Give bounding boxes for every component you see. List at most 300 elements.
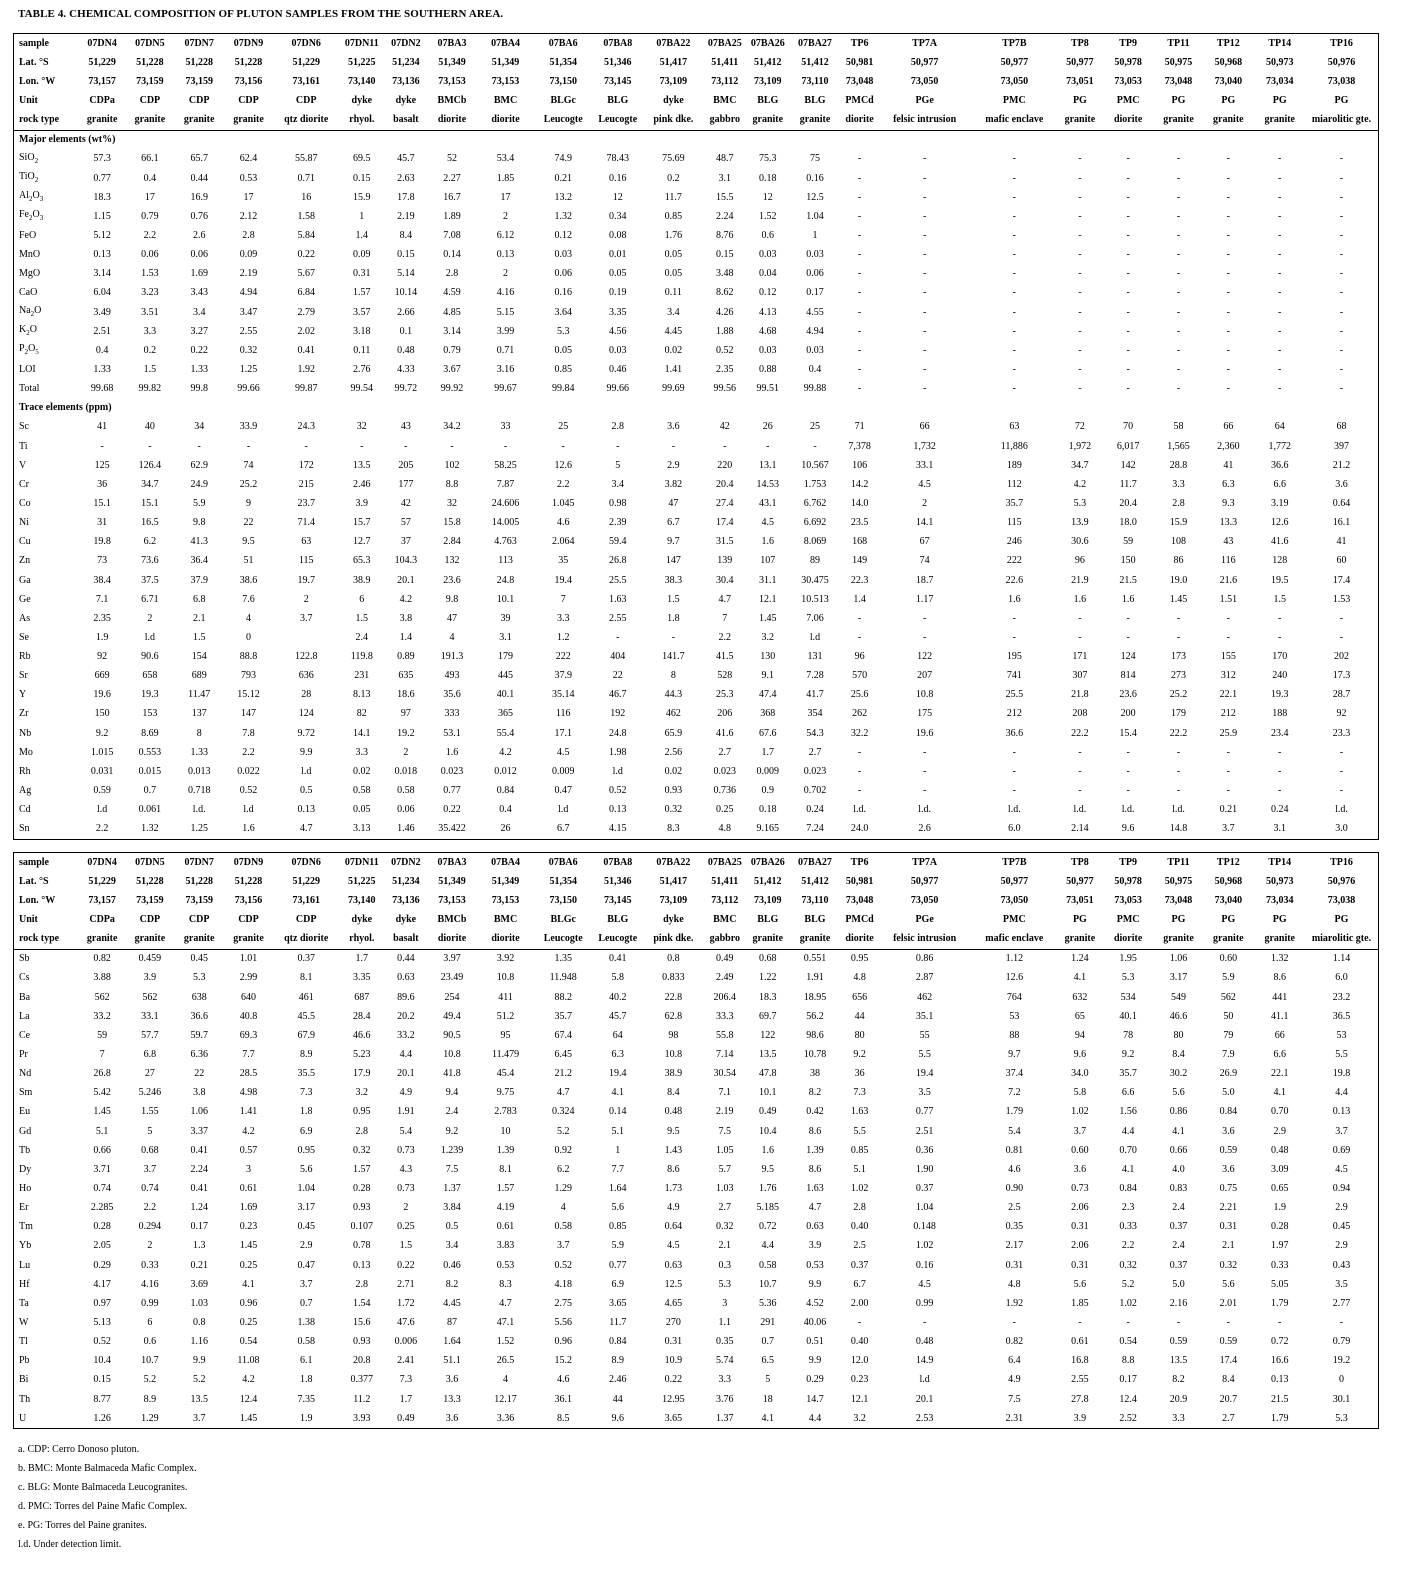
cell: 5.6	[1172, 1087, 1185, 1099]
cell: 47	[447, 612, 457, 624]
trace-row-tm	[14, 1218, 1379, 1237]
cell: 189	[1006, 459, 1022, 471]
cell: 0.73	[397, 1144, 415, 1156]
cell: 222	[1006, 555, 1022, 567]
cell: l.d.	[918, 804, 931, 816]
cell: 1.57	[353, 287, 371, 299]
cell: 13.5	[1169, 1355, 1188, 1367]
cell: TP12	[1216, 37, 1240, 49]
cell: 28	[301, 689, 312, 701]
cell: 21.5	[1119, 574, 1137, 586]
cell: 365	[498, 708, 514, 720]
cell: -	[1278, 383, 1282, 395]
cell: 7.06	[806, 612, 824, 624]
cell: TP11	[1167, 856, 1190, 868]
cell: 73,159	[136, 75, 164, 87]
cell: 1.6	[761, 1144, 775, 1156]
cell: 205	[398, 459, 414, 471]
cell: 9.165	[756, 823, 780, 835]
cell: 19.3	[1270, 689, 1289, 701]
cell: 48.7	[716, 153, 734, 165]
major-row-mno	[14, 246, 1379, 265]
cell: 1.9	[1273, 1202, 1286, 1214]
cell: 10.8	[664, 1048, 683, 1060]
cell: -	[1126, 268, 1130, 280]
cell: 5.6	[1222, 1278, 1235, 1290]
cell: 65.3	[353, 555, 371, 567]
cell: -	[1126, 306, 1130, 318]
cell: 1.37	[443, 1182, 461, 1194]
cell: 0.82	[93, 953, 111, 965]
cell: 07BA3	[437, 856, 467, 868]
cell: 8.2	[1172, 1374, 1185, 1386]
cell: 19.6	[915, 727, 934, 739]
cell: 0.4	[95, 344, 109, 356]
cell: 168	[852, 536, 868, 548]
cell: -	[360, 440, 364, 452]
cell: 51,349	[438, 56, 466, 68]
cell: 73,109	[754, 75, 782, 87]
cell: 4.9	[1008, 1374, 1021, 1386]
cell: 1.26	[93, 1412, 111, 1424]
cell: 0.66	[1169, 1144, 1188, 1156]
cell: -	[1126, 383, 1130, 395]
header-row-lon-w	[14, 891, 1379, 910]
cell: 10.4	[759, 1125, 777, 1137]
cell: 0.8	[667, 953, 680, 965]
cell: 2.77	[1332, 1297, 1351, 1309]
cell: -	[1078, 746, 1082, 758]
cell: -	[922, 325, 927, 337]
cell: 312	[1220, 670, 1236, 682]
row-label: rock type	[14, 111, 80, 131]
cell: 0.65	[1270, 1182, 1289, 1194]
cell: 5.5	[918, 1048, 931, 1060]
cell: 150	[1120, 555, 1136, 567]
cell: 9.1	[761, 670, 775, 682]
cell: 0.68	[759, 953, 777, 965]
cell: -	[1339, 344, 1344, 356]
cell: 33.2	[397, 1029, 415, 1041]
cell: -	[1339, 363, 1344, 375]
cell: -	[1176, 383, 1181, 395]
cell: Leucogte	[593, 930, 643, 950]
cell: 17.1	[554, 727, 572, 739]
cell: 3.1	[1273, 823, 1286, 835]
cell: 0.03	[806, 344, 824, 356]
cell: 13.1	[759, 459, 777, 471]
cell: 36	[97, 478, 108, 490]
cell: 0.13	[353, 1259, 371, 1271]
cell: CDP	[238, 94, 259, 106]
cell: 5.1	[95, 1125, 109, 1137]
cell: 0.58	[759, 1259, 777, 1271]
cell: 1.8	[667, 612, 680, 624]
cell: 4.763	[494, 536, 517, 548]
cell: 4.2	[242, 1374, 255, 1386]
cell: granite	[223, 930, 273, 950]
trace-row-sn	[14, 820, 1379, 840]
cell: 0.11	[664, 287, 682, 299]
cell: 22.6	[1005, 574, 1024, 586]
table-title: TABLE 4. CHEMICAL COMPOSITION OF PLUTON SAMPLES FROM THE SOUTHERN AREA.	[18, 8, 504, 20]
cell: -	[1226, 268, 1230, 280]
cell: 62.8	[664, 1010, 683, 1022]
cell: 5.6	[299, 1163, 313, 1175]
cell: 2.35	[716, 363, 734, 375]
cell: 0.25	[716, 804, 734, 816]
cell: 0.15	[353, 172, 371, 184]
cell: 1.6	[242, 823, 255, 835]
cell: 73,153	[491, 75, 520, 87]
cell: -	[922, 153, 927, 165]
cell: -	[616, 631, 620, 643]
cell: 2.2	[95, 823, 109, 835]
cell: 51,228	[234, 875, 263, 887]
cell: 99.69	[662, 383, 685, 395]
cell: 73	[97, 555, 108, 567]
cell: 51,229	[292, 875, 320, 887]
cell: 11.7	[1119, 478, 1137, 490]
composition-table-2	[13, 852, 1379, 1429]
row-label: Rb	[19, 651, 31, 663]
cell: 1,972	[1068, 440, 1092, 452]
cell: 116	[1221, 555, 1236, 567]
cell: 1.32	[1270, 953, 1289, 965]
cell: 0.15	[397, 249, 415, 261]
cell: 40.8	[239, 1010, 258, 1022]
cell: 0.95	[297, 1144, 315, 1156]
cell: 3.76	[716, 1393, 734, 1405]
cell: 0.459	[138, 953, 162, 965]
cell: 26	[762, 421, 773, 433]
cell: -	[1176, 287, 1181, 299]
cell: 5.9	[1222, 972, 1235, 984]
cell: 07BA26	[750, 37, 785, 49]
cell: 0.53	[496, 1259, 515, 1271]
cell: 0.14	[609, 1106, 627, 1118]
cell: 0.2	[667, 172, 680, 184]
cell: 0.22	[443, 804, 461, 816]
cell: 99.66	[237, 383, 260, 395]
cell: 20.4	[716, 478, 734, 490]
cell: 0.71	[297, 172, 315, 184]
cell: -	[1278, 765, 1282, 777]
cell: 3.97	[443, 953, 461, 965]
cell: diorite	[427, 111, 477, 131]
header-row-unit	[14, 910, 1379, 929]
cell: 55.87	[294, 153, 318, 165]
cell: 32.2	[850, 727, 869, 739]
cell: 44	[854, 1010, 865, 1022]
cell: -	[857, 631, 862, 643]
cell: -	[1078, 306, 1082, 318]
cell: 73,038	[1327, 894, 1356, 906]
cell: 22.8	[664, 991, 683, 1003]
cell: 73,050	[1000, 75, 1029, 87]
cell: 0.06	[141, 249, 159, 261]
cell: 74.9	[554, 153, 572, 165]
cell: 37.5	[141, 574, 159, 586]
cell: 2.4	[1172, 1240, 1185, 1252]
row-label: Sm	[19, 1087, 33, 1099]
cell: 75.69	[662, 153, 685, 165]
cell: 7.2	[1008, 1087, 1021, 1099]
cell: 7.3	[853, 1087, 866, 1099]
cell: 3.99	[496, 325, 515, 337]
cell: 0.24	[806, 804, 824, 816]
cell: 2.14	[1071, 823, 1089, 835]
row-label: Ag	[19, 785, 32, 797]
cell: 10.1	[759, 1087, 777, 1099]
cell: 2.2	[718, 631, 732, 643]
cell: 0.34	[609, 210, 627, 222]
cell: -	[1278, 746, 1282, 758]
cell: 12.17	[494, 1393, 517, 1405]
cell: 75.3	[759, 153, 777, 165]
row-label: Mo	[19, 746, 33, 758]
cell: 49.4	[443, 1010, 461, 1022]
cell: 1	[359, 210, 365, 222]
cell: 36.6	[190, 1010, 208, 1022]
cell: -	[1226, 765, 1230, 777]
cell: 73,136	[392, 894, 420, 906]
cell: 368	[760, 708, 776, 720]
cell: diorite	[477, 111, 534, 131]
cell: 3.9	[355, 497, 369, 509]
cell: 5.7	[718, 1163, 732, 1175]
cell: 5.14	[397, 268, 415, 280]
cell: 18.7	[915, 574, 934, 586]
cell: 119.8	[350, 651, 373, 663]
cell: 104.3	[394, 555, 418, 567]
cell: 0.31	[664, 1336, 683, 1348]
cell: 1.54	[353, 1297, 371, 1309]
cell: 0.7	[299, 1297, 313, 1309]
cell: 0.99	[141, 1297, 159, 1309]
cell: 6.6	[1121, 1087, 1135, 1099]
cell: 0.61	[496, 1221, 515, 1233]
cell: 14.53	[756, 478, 780, 490]
cell: PG	[1072, 94, 1087, 106]
cell: 3.8	[192, 1087, 206, 1099]
cell: 4.1	[1121, 1163, 1135, 1175]
cell: 7.87	[496, 478, 515, 490]
cell: 73,109	[659, 75, 688, 87]
cell: 188	[1272, 708, 1288, 720]
cell: 2.51	[915, 1125, 934, 1137]
cell: 73,050	[1000, 894, 1029, 906]
footnotes	[18, 1440, 197, 1554]
cell: 0.5	[299, 785, 313, 797]
cell: 3.36	[496, 1412, 515, 1424]
trace-row-rh	[14, 762, 1379, 781]
row-label: Ga	[19, 574, 31, 586]
cell: 0.60	[1219, 953, 1238, 965]
cell: 96	[1074, 555, 1085, 567]
cell: 1.03	[716, 1182, 734, 1194]
cell: 2.53	[915, 1412, 934, 1424]
cell: 6.0	[1008, 823, 1021, 835]
cell: 5.15	[496, 306, 515, 318]
header-row-lat-s	[14, 872, 1379, 891]
cell: 9.8	[445, 593, 459, 605]
cell: 0.551	[803, 953, 827, 965]
cell: 1.79	[1270, 1297, 1289, 1309]
cell: -	[1126, 229, 1130, 241]
cell: 10.513	[801, 593, 829, 605]
cell: 0.86	[1169, 1106, 1188, 1118]
cell: 3.35	[609, 306, 627, 318]
cell: 0.61	[1071, 1336, 1089, 1348]
cell: 6.04	[93, 287, 111, 299]
cell: 0.5	[445, 1221, 459, 1233]
cell: 1.14	[1332, 953, 1351, 965]
cell: 73,112	[711, 894, 739, 906]
cell: l.d	[243, 804, 254, 816]
row-label: Nb	[19, 727, 32, 739]
cell: 10.8	[496, 972, 515, 984]
cell: 5.6	[1073, 1278, 1087, 1290]
cell: 51,234	[392, 875, 420, 887]
cell: 4.4	[399, 1048, 413, 1060]
cell: 35.7	[554, 1010, 572, 1022]
cell: 1.72	[397, 1297, 415, 1309]
cell: 3.7	[1073, 1125, 1087, 1137]
cell: 9.6	[1121, 823, 1135, 835]
cell: 1.52	[496, 1336, 515, 1348]
cell: l.d	[558, 804, 569, 816]
section-header	[14, 130, 1379, 150]
row-label: SiO$_2$	[19, 151, 39, 165]
cell: 2.19	[716, 1106, 734, 1118]
cell: 5.9	[611, 1240, 625, 1252]
cell: 2.1	[1222, 1240, 1235, 1252]
cell: 0.45	[297, 1221, 315, 1233]
cell: 461	[298, 991, 314, 1003]
cell: 12.1	[759, 593, 777, 605]
cell: 1.24	[1071, 953, 1089, 965]
cell: 0.013	[187, 765, 211, 777]
cell: 0.17	[1119, 1374, 1137, 1386]
cell: 3.5	[918, 1087, 931, 1099]
cell: 4.7	[556, 1087, 570, 1099]
cell: 73,161	[292, 894, 320, 906]
cell: 7.35	[297, 1393, 315, 1405]
cell: 1.06	[190, 1106, 208, 1118]
cell: 17.4	[1219, 1355, 1238, 1367]
cell: 97	[400, 708, 411, 720]
cell: 0.63	[664, 1259, 683, 1271]
cell: 0.79	[443, 344, 461, 356]
cell: -	[1176, 249, 1181, 261]
cell: l.d	[144, 631, 156, 643]
cell: 2.55	[1071, 1374, 1089, 1386]
cell: 51,349	[438, 875, 466, 887]
cell: 26.9	[1219, 1068, 1238, 1080]
cell: 73,159	[136, 894, 164, 906]
cell: 37.9	[554, 670, 572, 682]
cell: dyke	[663, 94, 684, 106]
cell: 3.4	[192, 306, 206, 318]
cell: 8.13	[353, 689, 371, 701]
cell: 462	[665, 708, 681, 720]
cell: -	[922, 1316, 927, 1328]
cell: 206.4	[713, 991, 737, 1003]
cell: 1.98	[609, 746, 627, 758]
cell: 5.12	[93, 229, 111, 241]
cell: -	[1226, 1316, 1230, 1328]
cell: 0.03	[609, 344, 627, 356]
cell: CDPa	[89, 913, 115, 925]
row-label: Lu	[19, 1259, 31, 1271]
cell: 254	[444, 991, 460, 1003]
cell: 71.4	[297, 517, 315, 529]
cell: 51,411	[711, 56, 739, 68]
cell: 0.12	[554, 229, 572, 241]
cell: 150	[94, 708, 110, 720]
cell: 0.85	[850, 1144, 869, 1156]
cell: 8.4	[1222, 1374, 1235, 1386]
cell: 2.66	[397, 306, 415, 318]
cell: 0.52	[93, 1336, 111, 1348]
cell: 3.3	[1172, 1412, 1185, 1424]
cell: 5.56	[554, 1316, 572, 1328]
cell: PG	[1171, 94, 1186, 106]
cell: 231	[354, 670, 370, 682]
cell: -	[857, 153, 862, 165]
cell: 3.8	[399, 612, 413, 624]
cell: CDPa	[89, 94, 115, 106]
cell: 0.40	[850, 1336, 869, 1348]
cell: 5.42	[93, 1087, 111, 1099]
cell: 35.5	[297, 1068, 315, 1080]
cell: 69.5	[353, 153, 371, 165]
cell: 1.76	[664, 229, 683, 241]
cell: 0.33	[1119, 1221, 1137, 1233]
trace-row-ti	[14, 437, 1379, 456]
cell: 562	[142, 991, 158, 1003]
cell: 1.58	[297, 210, 315, 222]
cell: 82	[356, 708, 367, 720]
cell: 36	[854, 1068, 865, 1080]
cell: 52	[447, 153, 457, 165]
cell: 13.5	[353, 459, 371, 471]
cell: TP9	[1119, 37, 1138, 49]
cell: 1.79	[1270, 1412, 1289, 1424]
row-label: sample	[19, 856, 49, 868]
cell: 73,051	[1066, 894, 1094, 906]
cell: 51,225	[348, 56, 376, 68]
cell: -	[1126, 363, 1130, 375]
cell: 07BA3	[437, 37, 467, 49]
cell: 4.52	[806, 1297, 824, 1309]
cell: 1.91	[397, 1106, 415, 1118]
cell: 115	[298, 555, 314, 567]
cell: TP11	[1167, 37, 1190, 49]
trace-row-v	[14, 456, 1379, 475]
cell: 1.4	[355, 229, 369, 241]
cell: -	[1012, 785, 1016, 797]
cell: 51,229	[292, 56, 320, 68]
cell: 7,378	[848, 440, 871, 452]
cell: PMC	[1002, 913, 1026, 925]
cell: 0.45	[1332, 1221, 1351, 1233]
cell: granite	[790, 930, 840, 950]
cell: 18.0	[1119, 517, 1137, 529]
cell: 0.06	[190, 249, 208, 261]
trace-row-gd	[14, 1122, 1379, 1141]
